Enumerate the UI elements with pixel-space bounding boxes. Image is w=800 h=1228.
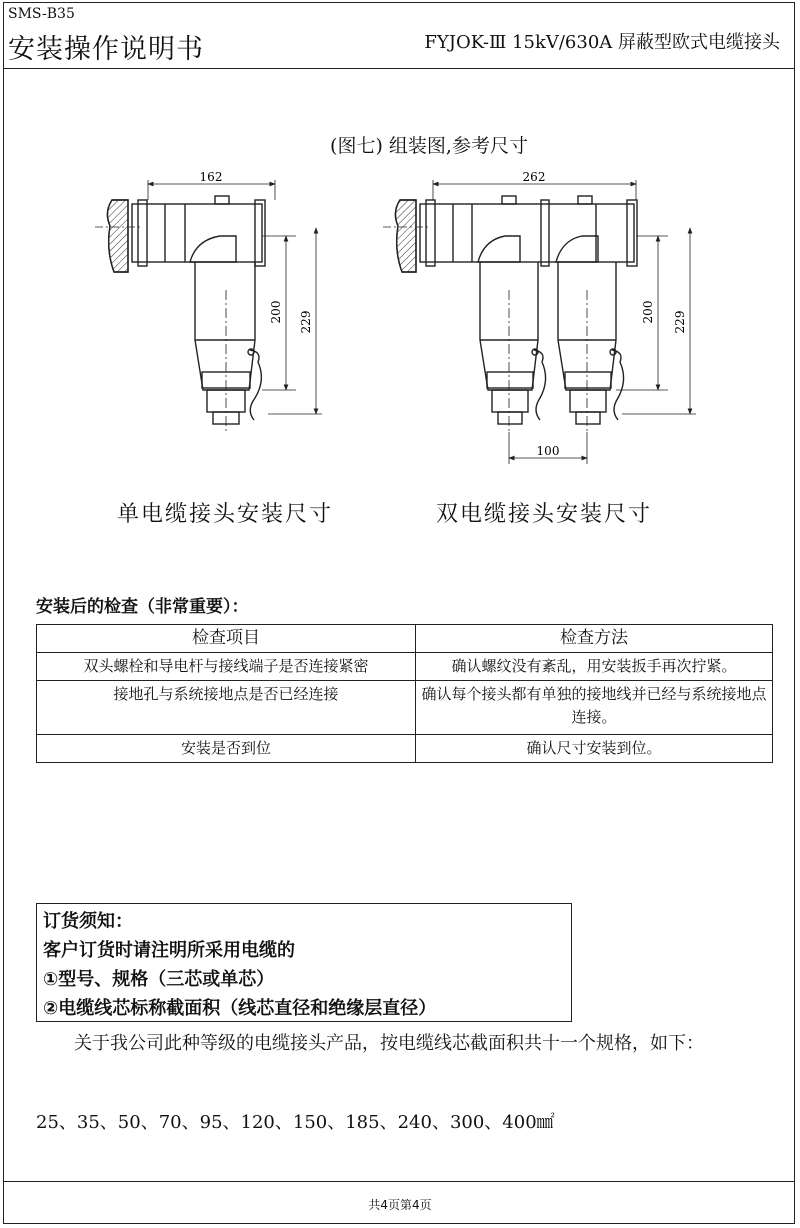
assembly-drawing xyxy=(0,150,800,458)
inspection-title: 安装后的检查（非常重要）： xyxy=(36,597,249,617)
table-row xyxy=(37,681,773,735)
check-item: 安装是否到位 xyxy=(37,735,416,763)
double-dim-height-a: 200 xyxy=(641,300,655,324)
check-method: 确认螺纹没有紊乱，用安装扳手再次拧紧。 xyxy=(416,653,773,681)
single-dim-height-b: 229 xyxy=(299,310,313,334)
order-notice-line: 客户订货时请注明所采用电缆的 xyxy=(43,940,295,961)
column-header-method: 检查方法 xyxy=(416,625,773,653)
single-connector-caption: 单电缆接头安装尺寸 xyxy=(117,502,334,527)
column-header-item: 检查项目 xyxy=(37,625,416,653)
double-connector-caption: 双电缆接头安装尺寸 xyxy=(436,502,653,527)
order-notice-line: ②电缆线芯标称截面积（线芯直径和绝缘层直径） xyxy=(43,998,437,1019)
table-header-row xyxy=(37,625,773,653)
inspection-table xyxy=(36,624,773,763)
double-dim-pitch: 100 xyxy=(536,444,560,458)
page-number: 共4页第4页 xyxy=(368,1198,432,1212)
double-dim-height-b: 229 xyxy=(673,310,687,334)
document-code: SMS-B35 xyxy=(8,6,75,22)
spec-intro-paragraph: 关于我公司此种等级的电缆接头产品，按电缆线芯截面积共十一个规格，如下： xyxy=(74,1033,704,1054)
check-item: 双头螺栓和导电杆与接线端子是否连接紧密 xyxy=(37,653,416,681)
single-dim-height-a: 200 xyxy=(269,300,283,324)
order-notice-box xyxy=(36,903,572,1022)
table-row xyxy=(37,735,773,763)
product-name: FYJOK-Ⅲ 15kV/630A 屏蔽型欧式电缆接头 xyxy=(424,32,780,53)
check-item: 接地孔与系统接地点是否已经连接 xyxy=(37,681,416,735)
single-connector-drawing xyxy=(95,180,322,432)
single-dim-width: 162 xyxy=(199,170,223,184)
table-row xyxy=(37,653,773,681)
double-dim-width: 262 xyxy=(522,170,546,184)
order-notice-line: ①型号、规格（三芯或单芯） xyxy=(43,969,275,990)
header-divider xyxy=(3,68,795,69)
footer-divider xyxy=(3,1181,795,1182)
order-notice-heading: 订货须知： xyxy=(43,911,133,932)
check-method: 确认尺寸安装到位。 xyxy=(416,735,773,763)
document-title: 安装操作说明书 xyxy=(8,34,204,65)
figure-caption: (图七) 组装图,参考尺寸 xyxy=(330,135,528,157)
check-method: 确认每个接头都有单独的接地线并已经与系统接地点连接。 xyxy=(416,681,773,735)
spec-size-list: 25、35、50、70、95、120、150、185、240、300、400㎟ xyxy=(36,1112,555,1133)
